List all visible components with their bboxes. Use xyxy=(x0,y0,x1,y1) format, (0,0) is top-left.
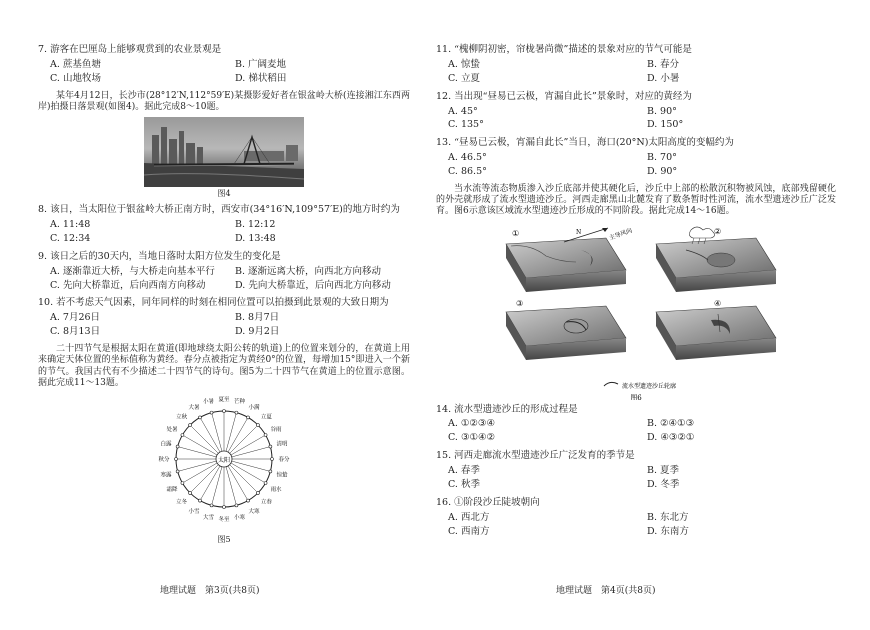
solar-term-label: 小满 xyxy=(248,405,260,411)
solar-term-point xyxy=(264,482,267,485)
q10-option-b[interactable]: B. 8月7日 xyxy=(235,312,280,324)
dune-panel-2 xyxy=(656,227,776,292)
q10-stem: 10. 若不考虑天气因素，同年同样的时刻在相同位置可以拍摄到此景观的大致日期为 xyxy=(38,297,389,309)
passage-q14-16: 当水流等流态物质渗入沙丘底部并使其硬化后，沙丘中上部的松散沉积物被风蚀，底部残留硬化的外壳就形成了流水型遗迹沙丘。河西走廊黑山北麓发育了数条暂时性河流，流水型遗迹沙丘广泛发育。图6示意该区域流水型遗迹沙丘形成的不同阶段。据此完成14～16题。 xyxy=(436,183,836,217)
q14-option-d[interactable]: D. ④③②① xyxy=(647,432,695,444)
dune-stages-illustration xyxy=(486,222,786,400)
q9-option-c[interactable]: C. 先向大桥靠近，后向西南方向移动 xyxy=(50,279,206,291)
q10-options xyxy=(50,312,410,340)
q11-option-d[interactable]: D. 小暑 xyxy=(647,72,680,84)
solar-term-point xyxy=(175,458,178,461)
q12-option-c[interactable]: C. 135° xyxy=(448,119,484,131)
q14-option-a[interactable]: A. ①②③④ xyxy=(448,418,495,430)
legend-label: 流水型遗迹沙丘轮廓 xyxy=(622,382,677,390)
q13-options xyxy=(448,152,836,180)
q11-option-c[interactable]: C. 立夏 xyxy=(448,72,480,84)
bridge-sunset-photo xyxy=(144,117,304,187)
q16-option-a[interactable]: A. 西北方 xyxy=(448,511,490,523)
dune-panel-4 xyxy=(656,299,776,360)
q11-options xyxy=(448,59,836,87)
solar-term-point xyxy=(189,491,192,494)
q13-option-b[interactable]: B. 70° xyxy=(647,152,677,164)
q15-option-b[interactable]: B. 夏季 xyxy=(647,465,680,476)
q11-option-a[interactable]: A. 惊蛰 xyxy=(448,58,480,70)
panel-3-label: ③ xyxy=(516,298,524,308)
q12-option-d[interactable]: D. 150° xyxy=(647,119,684,131)
solar-term-label: 大寒 xyxy=(248,509,260,515)
q13-option-a[interactable]: A. 46.5° xyxy=(448,152,487,164)
dune-panel-1 xyxy=(506,226,633,292)
q7-options xyxy=(50,59,410,87)
solar-term-point xyxy=(223,410,226,413)
north-label: N xyxy=(576,228,582,236)
solar-term-point xyxy=(269,470,272,473)
solar-term-point xyxy=(264,434,267,437)
fig4-caption: 图4 xyxy=(217,189,231,199)
q11-stem: 11. “槐柳阴初密，帘栊暑尚微”描述的景象对应的节气可能是 xyxy=(436,44,692,55)
solar-term-label: 立秋 xyxy=(176,414,188,421)
q8-option-a[interactable]: A. 11:48 xyxy=(50,219,91,230)
solar-term-label: 大雪 xyxy=(202,515,215,521)
q12-stem: 12. 当出现“昼易已云极，宵漏自此长”景象时，对应的黄经为 xyxy=(436,90,692,102)
solar-term-label: 雨水 xyxy=(270,487,282,493)
solar-term-label: 寒露 xyxy=(160,472,172,479)
q9-options xyxy=(50,266,410,294)
solar-term-label: 小寒 xyxy=(233,515,246,521)
q7-option-a[interactable]: A. 蔗基鱼塘 xyxy=(50,58,101,70)
q7-option-b[interactable]: B. 广阔麦地 xyxy=(235,58,287,70)
q8-options xyxy=(50,219,410,247)
fig6-caption: 图6 xyxy=(630,393,642,400)
q7-option-c[interactable]: C. 山地牧场 xyxy=(50,72,101,84)
solar-term-point xyxy=(210,411,213,414)
panel-1-label: ① xyxy=(512,228,520,238)
solar-term-point xyxy=(181,482,184,485)
q8-option-d[interactable]: D. 13:48 xyxy=(235,232,276,244)
solar-term-label: 清明 xyxy=(276,441,288,448)
solar-term-label: 立冬 xyxy=(176,499,188,506)
q13-option-c[interactable]: C. 86.5° xyxy=(448,166,487,177)
solar-term-label: 处暑 xyxy=(166,427,178,433)
q9-option-b[interactable]: B. 逐渐远离大桥，向西北方向移动 xyxy=(235,265,382,277)
solar-terms-wheel xyxy=(154,393,294,529)
solar-term-label: 白露 xyxy=(160,441,172,448)
q16-option-b[interactable]: B. 东北方 xyxy=(647,511,689,523)
solar-term-point xyxy=(223,506,226,509)
solar-term-label: 芒种 xyxy=(233,399,246,405)
solar-term-point xyxy=(189,424,192,427)
solar-term-label: 谷雨 xyxy=(270,427,282,433)
solar-term-label: 惊蛰 xyxy=(276,472,288,479)
q16-options xyxy=(448,512,836,540)
q12-options xyxy=(448,106,836,134)
q14-options xyxy=(448,418,836,446)
q14-option-b[interactable]: B. ②④①③ xyxy=(647,418,695,430)
solar-term-label: 夏至 xyxy=(218,397,230,403)
q8-option-b[interactable]: B. 12:12 xyxy=(235,219,276,230)
fig5-caption: 图5 xyxy=(217,534,231,544)
q13-option-d[interactable]: D. 90° xyxy=(647,166,678,177)
passage-q11-13: 二十四节气是根据太阳在黄道(即地球绕太阳公转的轨道)上的位置来划分的，在黄道上用来确定天体位置的坐标值称为黄经。春分点被指定为黄经0°的位置，每增加15°即进入一个新的节气。我国古代有不少描述二十四节气的诗句。图5为二十四节气在黄道上的位置示意图。据此完成11～13题。 xyxy=(38,344,410,388)
q15-option-c[interactable]: C. 秋季 xyxy=(448,478,480,490)
q12-option-a[interactable]: A. 45° xyxy=(448,105,478,117)
wind-direction-label: 主导风向 xyxy=(608,226,634,242)
footer-right: 地理试题 第4页(共8页) xyxy=(556,586,656,596)
solar-term-point xyxy=(256,424,259,427)
q13-stem: 13. “昼易已云极，宵漏自此长”当日，海口(20°N)太阳高度的变幅约为 xyxy=(436,137,734,149)
solar-term-point xyxy=(210,504,213,507)
panel-4-label: ④ xyxy=(714,298,722,308)
q12-option-b[interactable]: B. 90° xyxy=(647,105,677,117)
panel-2-label: ② xyxy=(714,226,722,236)
solar-term-label: 小暑 xyxy=(202,399,215,405)
solar-term-point xyxy=(247,416,250,419)
solar-term-label: 立春 xyxy=(260,499,272,506)
solar-term-label: 小雪 xyxy=(188,509,200,515)
solar-term-point xyxy=(271,458,274,461)
solar-term-point xyxy=(235,411,238,414)
q15-stem: 15. 河西走廊流水型遗迹沙丘广泛发育的季节是 xyxy=(436,450,635,462)
q10-option-a[interactable]: A. 7月26日 xyxy=(50,312,101,324)
solar-term-point xyxy=(235,504,238,507)
q15-option-a[interactable]: A. 春季 xyxy=(448,465,480,476)
solar-term-label: 春分 xyxy=(278,457,290,463)
solar-term-point xyxy=(199,499,202,502)
q10-option-d[interactable]: D. 9月2日 xyxy=(235,326,280,338)
solar-term-label: 大暑 xyxy=(188,405,200,411)
q8-option-c[interactable]: C. 12:34 xyxy=(50,232,91,244)
q10-option-c[interactable]: C. 8月13日 xyxy=(50,326,101,338)
q7-stem: 7. 游客在巴厘岛上能够观赏到的农业景观是 xyxy=(38,44,222,55)
solar-term-point xyxy=(269,445,272,448)
q16-option-d[interactable]: D. 东南方 xyxy=(647,525,689,537)
footer-left: 地理试题 第3页(共8页) xyxy=(160,586,260,596)
q14-option-c[interactable]: C. ③①④② xyxy=(448,432,496,444)
solar-term-label: 立夏 xyxy=(260,414,272,421)
solar-term-point xyxy=(247,499,250,502)
solar-term-point xyxy=(256,491,259,494)
q9-stem: 9. 该日之后的30天内，当地日落时太阳方位发生的变化是 xyxy=(38,250,281,262)
q15-option-d[interactable]: D. 冬季 xyxy=(647,478,680,490)
q16-option-c[interactable]: C. 西南方 xyxy=(448,525,490,537)
q11-option-b[interactable]: B. 春分 xyxy=(647,58,680,70)
solar-term-label: 秋分 xyxy=(158,457,170,463)
q14-stem: 14. 流水型遗迹沙丘的形成过程是 xyxy=(436,403,578,415)
q9-option-a[interactable]: A. 逐渐靠近大桥，与大桥走向基本平行 xyxy=(50,265,215,277)
solar-term-label: 冬至 xyxy=(218,517,230,523)
solar-term-point xyxy=(181,434,184,437)
q9-option-d[interactable]: D. 先向大桥靠近，后向西北方向移动 xyxy=(235,279,391,291)
solar-term-point xyxy=(199,416,202,419)
solar-term-label: 霜降 xyxy=(166,487,178,493)
bridge-sunset-illustration xyxy=(144,117,304,187)
left-page xyxy=(38,44,410,550)
q16-stem: 16. ①阶段沙丘陡坡朝向 xyxy=(436,496,540,508)
right-page xyxy=(436,44,836,543)
solar-term-point xyxy=(176,445,179,448)
sun-label: 太阳 xyxy=(217,457,231,464)
solar-terms-diagram xyxy=(154,393,294,533)
q8-stem: 8. 该日，当太阳位于银盆岭大桥正南方时，西安市(34°16′N,109°57′E)的地方时约为 xyxy=(38,204,400,216)
fig6-legend xyxy=(604,382,676,390)
q7-option-d[interactable]: D. 梯状稻田 xyxy=(235,72,287,84)
q15-options xyxy=(448,465,836,493)
passage-q8-10: 某年4月12日，长沙市(28°12′N,112°59′E)某摄影爱好者在银盆岭大桥(连接湘江东西两岸)拍摄日落景观(如图4)。据此完成8～10题。 xyxy=(38,90,410,112)
solar-term-point xyxy=(176,470,179,473)
dune-panel-3 xyxy=(506,299,626,360)
dune-stages-diagram xyxy=(486,222,786,404)
